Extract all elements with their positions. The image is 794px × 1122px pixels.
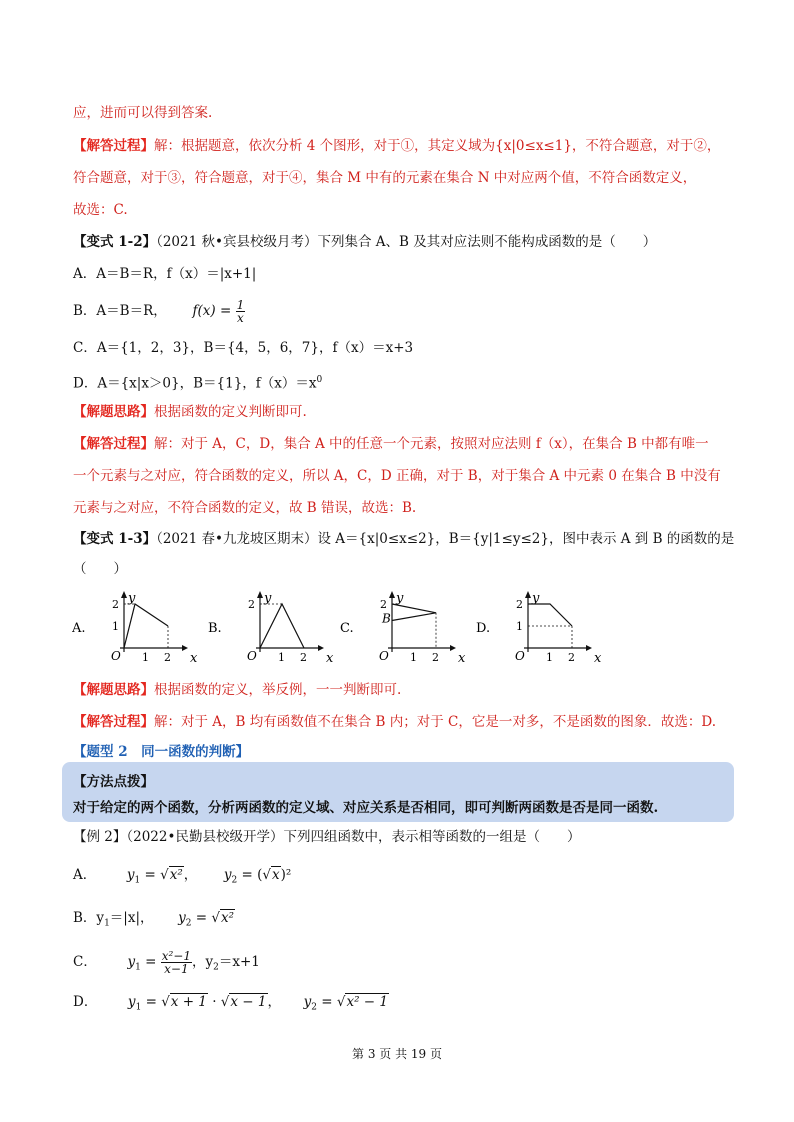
- y-tick-2: 2: [380, 598, 387, 611]
- point-b-label: B: [382, 611, 391, 626]
- topic-2-title: 【题型 2 同一函数的判断】: [73, 744, 250, 760]
- y-tick-2: 2: [516, 598, 523, 611]
- variant-1-2-option-c: C．A＝{1，2，3}，B＝{4，5，6，7}，f（x）＝x+3: [73, 340, 414, 356]
- example-2-title: 【例 2】（2022•民勤县校级开学）下列四组函数中，表示相等函数的一组是（ ）: [73, 829, 581, 845]
- y-axis-label: y: [396, 591, 404, 606]
- answer-line-1: 应，进而可以得到答案.: [73, 105, 213, 121]
- fraction: $\frac{\text{x²−1}}{x-1}$: [161, 949, 191, 976]
- graph-panel-a: [72, 588, 202, 672]
- page-footer: 第 3 页 共 19 页: [352, 1047, 442, 1061]
- solution-process-1b: 一个元素与之对应，符合函数的定义，所以 A，C，D 正确，对于 B，对于集合 A 中元素 0 在集合 B 中没有: [73, 468, 721, 484]
- x-tick-1: 1: [410, 651, 417, 664]
- x-tick-2: 2: [164, 651, 171, 664]
- function-curve: [528, 604, 572, 626]
- graph-svg: [72, 588, 202, 668]
- origin-label: O: [247, 649, 257, 663]
- graph-svg: [340, 588, 470, 668]
- y-tick-1: 1: [516, 620, 523, 633]
- x-axis-arrow: [182, 645, 188, 651]
- x-tick-1: 1: [278, 651, 285, 664]
- x-axis-arrow: [318, 645, 324, 651]
- y-axis-label: y: [128, 591, 136, 606]
- function-curve: [260, 604, 304, 648]
- x-tick-2: 2: [568, 651, 575, 664]
- origin-label: O: [111, 649, 121, 663]
- answer-line-3: 符合题意，对于③，符合题意，对于④，集合 M 中有的元素在集合 N 中对应两个值，不符合函数定义，: [73, 170, 697, 186]
- graph-option-label: A.: [72, 621, 86, 636]
- graph-panel-b: [208, 588, 338, 672]
- x-tick-2: 2: [300, 651, 307, 664]
- x-axis-label: x: [326, 651, 334, 666]
- x-axis-label: x: [190, 651, 198, 666]
- y-tick-1: 1: [112, 620, 119, 633]
- solution-idea-2: 【解题思路】根据函数的定义，举反例，一一判断即可.: [73, 682, 402, 698]
- answer-line-4: 故选：C.: [73, 202, 128, 218]
- solution-process-1a: 【解答过程】解：对于 A，C，D，集合 A 中的任意一个元素，按照对应法则 f（x），在集合 B 中都有唯一: [73, 436, 709, 452]
- y-axis-arrow: [389, 591, 395, 598]
- fraction: $\frac{1}{x}$: [236, 298, 245, 325]
- variant-1-2-option-d: D．A＝{x|x＞0}，B＝{1}，$f(x)=x^0$: [73, 375, 323, 392]
- y-tick-2: 2: [248, 598, 255, 611]
- solution-idea-1: 【解题思路】根据函数的定义判断即可.: [73, 404, 307, 420]
- y-axis-arrow: [525, 591, 531, 598]
- y-axis-label: y: [532, 591, 540, 606]
- graph-option-label: B.: [208, 621, 222, 636]
- x-tick-1: 1: [546, 651, 553, 664]
- solution-process-1c: 元素与之对应，不符合函数的定义，故 B 错误，故选：B.: [73, 500, 417, 516]
- example-2-option-c: C． $y_1$ = $\frac{\text{x²−1}}{x-1}$ ，$y_2=x+1$: [73, 949, 260, 976]
- y-tick-2: 2: [112, 598, 119, 611]
- y-axis-label: y: [264, 591, 272, 606]
- x-axis-label: x: [594, 651, 602, 666]
- variant-1-2-option-b: B．A＝B＝R， f(x) = $\frac{1}{x}$: [73, 298, 245, 325]
- graph-option-label: C.: [340, 621, 354, 636]
- function-curve: [124, 604, 168, 648]
- graph-svg: [476, 588, 606, 668]
- origin-label: O: [379, 649, 389, 663]
- x-tick-1: 1: [142, 651, 149, 664]
- y-axis-arrow: [257, 591, 263, 598]
- method-tip-body: 对于给定的两个函数，分析两函数的定义域、对应关系是否相同，即可判断两函数是否是同一函数.: [73, 800, 659, 816]
- function-curve: [392, 604, 436, 621]
- x-axis-label: x: [458, 651, 466, 666]
- graph-panel-d: [476, 588, 606, 672]
- x-axis-arrow: [450, 645, 456, 651]
- variant-1-3-title: 【变式 1-3】（2021 春•九龙坡区期末）设 A＝{x|0≤x≤2}，B＝{y|1≤y≤2}，图中表示 A 到 B 的函数的是: [73, 531, 735, 547]
- variant-1-3-paren: （ ）: [73, 561, 127, 577]
- example-2-option-b: B．$y_1=|x|$， $y_2 = √x^2$: [73, 910, 235, 929]
- example-2-option-a: A． $y_1 = √x^2$， $y_2 = (√x)^2$: [73, 867, 292, 886]
- origin-label: O: [515, 649, 525, 663]
- x-tick-2: 2: [432, 651, 439, 664]
- answer-line-2: 【解答过程】解：根据题意，依次分析 4 个图形，对于①，其定义域为{x|0≤x≤1}，不符合题意，对于②，: [73, 138, 721, 154]
- solution-process-2: 【解答过程】解：对于 A，B 均有函数值不在集合 B 内；对于 C，它是一对多，不是函数的图象．故选：D.: [73, 714, 717, 730]
- y-axis-arrow: [121, 591, 127, 598]
- graph-option-label: D.: [476, 621, 491, 636]
- example-2-option-d: D． $y_1 = √x + 1 \cdot √x - 1$， $y_2 = √x^2 - 1$: [73, 994, 388, 1013]
- graph-svg: [208, 588, 338, 668]
- variant-1-2-option-a: A．A＝B＝R，f（x）＝|x+1|: [73, 266, 257, 282]
- graph-panel-c: [340, 588, 470, 672]
- variant-1-2-title: 【变式 1-2】（2021 秋•宾县校级月考）下列集合 A、B 及其对应法则不能构成函数的是（ ）: [73, 234, 657, 250]
- section-tag: 【解答过程】: [73, 138, 154, 154]
- method-tip-title: 【方法点拨】: [73, 774, 154, 790]
- x-axis-arrow: [586, 645, 592, 651]
